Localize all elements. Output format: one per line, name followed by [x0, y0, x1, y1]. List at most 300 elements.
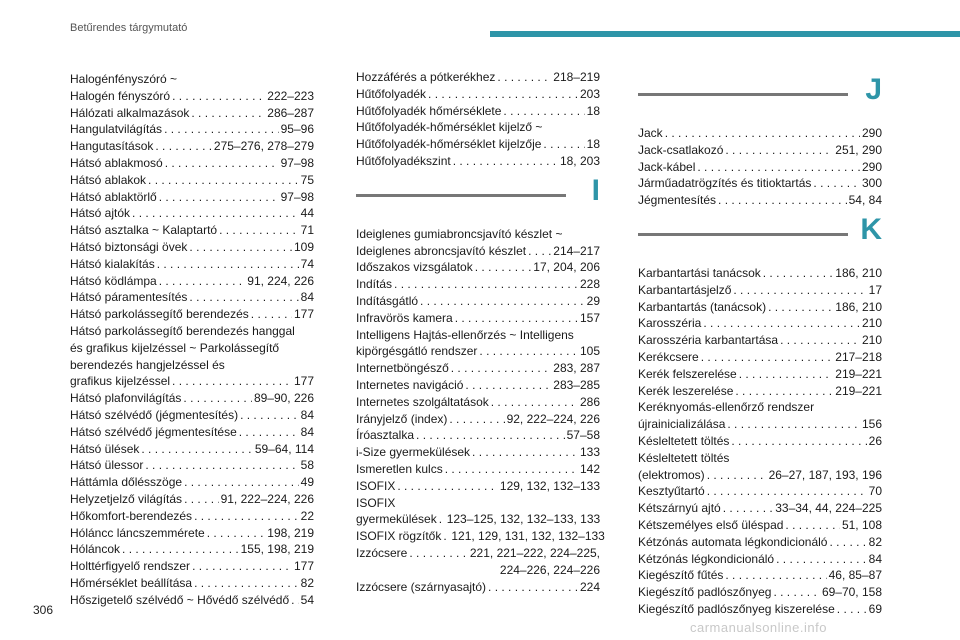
dot-leader: [475, 259, 532, 276]
page-reference: 84: [300, 424, 314, 439]
index-term: Kiegészítő padlószőnyeg kiszerelése: [638, 601, 835, 616]
index-entry-line: [638, 534, 882, 551]
index-term-line: ISOFIX: [356, 495, 396, 510]
index-term-line: Hűtőfolyadék-hőmérséklet kijelző ~: [356, 120, 543, 135]
page-reference: 97–98: [280, 155, 314, 170]
index-term: Hűtőfolyadék: [356, 86, 427, 101]
index-term: ISOFIX: [356, 478, 396, 493]
index-entry-line: [356, 310, 600, 327]
dot-leader: [148, 172, 299, 189]
index-entry-line: [356, 276, 600, 293]
dot-leader: [420, 293, 585, 310]
index-entry-line: [638, 483, 882, 500]
page-reference: 210: [861, 316, 882, 331]
dot-leader: [707, 483, 867, 500]
index-entry: [70, 222, 314, 239]
index-term: Hóláncc láncszemmérete: [70, 525, 205, 540]
page-reference: 198, 219: [267, 525, 314, 540]
index-term: Hátsó asztalka ~ Kalaptartó: [70, 223, 218, 238]
dot-leader: [291, 592, 299, 609]
index-term-line: Keréknyomás-ellenőrző rendszer: [638, 400, 815, 415]
index-entry: [638, 517, 882, 534]
index-entry: [70, 155, 314, 172]
index-entry-line: [356, 243, 600, 260]
index-term: Indítás: [356, 277, 393, 292]
page-reference: 29: [586, 293, 600, 308]
index-entry-line: [356, 545, 600, 562]
index-entry-line: [70, 525, 314, 542]
index-entry: [70, 306, 314, 323]
page-reference: 91, 224, 226: [247, 273, 314, 288]
dot-leader: [453, 153, 558, 170]
index-term-line: Halogénfényszóró ~: [70, 72, 178, 86]
page-reference: 133: [579, 445, 600, 460]
page-reference: 17: [868, 282, 882, 297]
index-term: Indításgátló: [356, 293, 419, 308]
dot-leader: [189, 239, 292, 256]
dot-leader: [763, 265, 834, 282]
page-reference: 123–125, 132, 132–133, 133: [446, 512, 601, 527]
index-entry-line: [70, 457, 314, 474]
index-entry: [638, 125, 882, 142]
index-entry: [356, 310, 600, 327]
section-letter: J: [865, 73, 882, 106]
page-reference: 69: [868, 601, 882, 616]
index-entry: [356, 119, 600, 153]
index-entry: [70, 424, 314, 441]
dot-leader: [251, 306, 292, 323]
page-number: 306: [33, 603, 54, 617]
page-reference: 219–221: [835, 366, 882, 381]
index-entry: [356, 411, 600, 428]
index-entry-line: [638, 332, 882, 349]
index-term: Karbantartásjelző: [638, 282, 732, 297]
index-entry-line: [638, 366, 882, 383]
page-reference: 18, 203: [559, 153, 600, 168]
dot-leader: [159, 273, 246, 290]
dot-leader: [394, 276, 578, 293]
index-entry: [356, 259, 600, 276]
dot-leader: [733, 282, 866, 299]
index-term: Kétszárnyú ajtó: [638, 501, 721, 516]
index-entry-line: [356, 411, 600, 428]
index-entry: [70, 457, 314, 474]
page-reference: 105: [579, 344, 600, 359]
index-entry-line: [356, 427, 600, 444]
page-reference: 121, 129, 131, 132, 132–133: [451, 529, 605, 544]
dot-leader: [727, 416, 860, 433]
index-entry: [70, 491, 314, 508]
index-entry: [638, 349, 882, 366]
index-entry-line: [70, 205, 314, 222]
index-term: Hátsó ülessor: [70, 458, 144, 473]
page-reference: 69–70, 158: [821, 585, 882, 600]
index-entry-line: [70, 474, 314, 491]
page-reference: 91, 222–224, 226: [220, 491, 314, 506]
index-entry-line: [70, 155, 314, 172]
index-entry: [638, 159, 882, 176]
index-entry: [356, 461, 600, 478]
index-entry-line: [638, 175, 882, 192]
dot-leader: [829, 534, 866, 551]
index-entry-line: [356, 69, 600, 86]
index-entry: [638, 175, 882, 192]
index-entry-line: [638, 416, 882, 433]
index-entry: [356, 69, 600, 86]
index-term: Jack-csatlakozó: [638, 142, 724, 157]
index-entry-line: [70, 558, 314, 575]
index-entry-line: [356, 528, 605, 545]
index-entry: [70, 525, 314, 542]
page-reference: 70: [868, 484, 882, 499]
index-column-3: [638, 69, 882, 618]
index-entry: [70, 71, 314, 105]
dot-leader: [207, 525, 266, 542]
index-entry: [638, 383, 882, 400]
index-entry: [638, 192, 882, 209]
index-entry: [638, 534, 882, 551]
index-term: Halogén fényszóró: [70, 88, 171, 103]
index-term: Hőmérséklet beállítása: [70, 575, 193, 590]
index-term: Hőkomfort-berendezés: [70, 508, 193, 523]
index-entry: [638, 299, 882, 316]
index-entry-line: [356, 343, 600, 360]
index-entry: [638, 483, 882, 500]
page-reference: 142: [579, 461, 600, 476]
dot-leader: [813, 175, 860, 192]
index-term: Hátsó parkolássegítő berendezés: [70, 307, 249, 322]
page-reference: 109: [293, 239, 314, 254]
page-reference: 290: [861, 159, 882, 174]
page-reference-continued: 224–226, 224–226: [499, 562, 600, 577]
index-term: Jack: [638, 126, 663, 140]
index-term: Hűtőfolyadékszint: [356, 153, 451, 168]
index-term: Hátsó ajtók: [70, 206, 131, 221]
index-term: Kesztyűtartó: [638, 484, 705, 499]
index-term: Hátsó biztonsági övek: [70, 239, 188, 254]
dot-leader: [701, 349, 834, 366]
page-reference: 95–96: [280, 122, 314, 137]
index-term: Ismeretlen kulcs: [356, 461, 443, 476]
index-entry: [638, 399, 882, 433]
index-entry-line: [356, 103, 600, 120]
dot-leader: [718, 192, 847, 209]
dot-leader: [739, 366, 834, 383]
index-term: gyermekülések: [356, 512, 437, 527]
index-entry-line: [638, 567, 882, 584]
dot-leader: [528, 243, 551, 260]
index-term: Hangulatvilágítás: [70, 122, 163, 137]
dot-leader: [443, 528, 449, 545]
index-column-2: [356, 69, 605, 595]
index-entry: [356, 444, 600, 461]
index-entry-line: [70, 306, 314, 323]
dot-leader: [703, 315, 860, 332]
index-term: Hátsó ablakmosó: [70, 155, 163, 170]
index-entry: [638, 433, 882, 450]
page-reference: 74: [300, 256, 314, 271]
index-term: Járműadatrögzítés és titioktartás: [638, 176, 812, 191]
page-reference: 286–287: [267, 105, 314, 120]
dot-leader: [122, 541, 239, 558]
index-term: Karosszéria: [638, 316, 702, 331]
page-reference: 59–64, 114: [254, 441, 314, 456]
section-letter: I: [591, 173, 600, 207]
page-reference: 54, 84: [848, 193, 882, 208]
index-entry: [356, 103, 600, 120]
index-column-1: [70, 71, 314, 609]
index-term: i-Size gyermekülések: [356, 445, 471, 460]
index-entry: [356, 86, 600, 103]
index-entry-line: [70, 390, 314, 407]
index-entry-line: [70, 239, 314, 256]
index-term: Kétzónás légkondicionáló: [638, 551, 775, 566]
index-term: ISOFIX rögzítők: [356, 529, 442, 544]
index-term-line: Ideiglenes gumiabroncsjavító készlet ~: [356, 226, 563, 241]
index-entry-line: [70, 407, 314, 424]
index-entry-line: [70, 256, 314, 273]
index-term: Internetböngésző: [356, 361, 449, 376]
index-term: Karbantartási tanácsok: [638, 265, 761, 280]
index-term: Internetes navigáció: [356, 377, 464, 392]
index-entry-line: [638, 433, 882, 450]
dot-leader: [184, 491, 219, 508]
page-reference: 219–221: [835, 383, 882, 398]
index-entry-line: [70, 222, 314, 239]
page-reference: 290: [861, 126, 882, 140]
dot-leader: [455, 310, 578, 327]
page-reference: 18: [586, 103, 600, 118]
dot-leader: [491, 394, 578, 411]
index-entry: [638, 601, 882, 618]
dot-leader: [465, 377, 551, 394]
index-entry: [356, 528, 605, 545]
index-entry-line: [638, 315, 882, 332]
dot-leader: [723, 500, 774, 517]
dot-leader: [164, 121, 279, 138]
dot-leader: [155, 138, 212, 155]
page-reference: 228: [579, 277, 600, 292]
index-entry: [638, 142, 882, 159]
index-term: újrainicializálása: [638, 417, 726, 432]
index-entry-line: [70, 491, 314, 508]
index-term: Késleltetett töltés: [638, 433, 730, 448]
index-entry: [638, 450, 882, 484]
page-reference: 129, 132, 132–133: [499, 478, 600, 493]
index-term: Háttámla dőlésszöge: [70, 475, 183, 490]
page-reference: 300: [861, 176, 882, 191]
page-reference: 214–217: [553, 243, 600, 258]
index-term: Hűtőfolyadék-hőmérséklet kijelzője: [356, 137, 542, 152]
running-header-title: Betűrendes tárgymutató: [70, 22, 188, 34]
index-term: Hóláncok: [70, 542, 121, 557]
index-entry-line: [638, 142, 882, 159]
page-reference: 46, 85–87: [828, 568, 882, 583]
dot-leader: [725, 142, 833, 159]
page-reference: 221, 221–222, 224–225,: [469, 545, 600, 560]
section-letter: K: [860, 212, 882, 246]
index-entry: [638, 567, 882, 584]
index-entry: [70, 407, 314, 424]
dot-leader: [773, 584, 820, 601]
index-entry-line: [638, 299, 882, 316]
dot-leader: [785, 517, 840, 534]
index-term: Kiegészítő padlószőnyeg: [638, 585, 772, 600]
page-reference: 275–276, 278–279: [213, 139, 314, 154]
index-entry: [356, 478, 600, 495]
page-reference: 186, 210: [835, 299, 882, 314]
index-term: Hőszigetelő szélvédő ~ Hővédő szélvédő: [70, 592, 290, 607]
page-reference: 44: [300, 206, 314, 221]
index-entry: [638, 584, 882, 601]
dot-leader: [239, 424, 299, 441]
index-entry: [638, 551, 882, 568]
index-entry-line: [356, 511, 600, 528]
header-accent-bar: [490, 31, 960, 37]
dot-leader: [397, 478, 498, 495]
dot-leader: [503, 103, 584, 120]
dot-leader: [768, 299, 833, 316]
page-reference: 97–98: [280, 189, 314, 204]
page-reference: 210: [861, 333, 882, 348]
index-term: Holttérfigyelő rendszer: [70, 559, 191, 574]
dot-leader: [194, 508, 299, 525]
dot-leader: [132, 205, 299, 222]
dot-leader: [479, 343, 578, 360]
page-reference: 286: [579, 394, 600, 409]
index-entry-line: [356, 461, 600, 478]
index-term: Infravörös kamera: [356, 310, 453, 325]
index-term: Irányjelző (index): [356, 411, 448, 426]
section-rule: [356, 194, 566, 197]
index-entry: [356, 579, 600, 596]
dot-leader: [240, 407, 299, 424]
dot-leader: [780, 332, 860, 349]
index-entry-line: [356, 394, 600, 411]
index-term: Hátsó plafonvilágítás: [70, 391, 182, 406]
dot-leader: [543, 136, 584, 153]
dot-leader: [472, 444, 578, 461]
page-reference: 84: [300, 407, 314, 422]
index-entry: [70, 273, 314, 290]
index-entry: [70, 256, 314, 273]
dot-leader: [219, 222, 299, 239]
dot-leader: [776, 551, 867, 568]
index-entry: [356, 545, 600, 579]
page-reference: 33–34, 44, 224–225: [775, 501, 882, 516]
index-entry-line: [638, 125, 882, 142]
page-reference: 177: [293, 374, 314, 389]
index-term-line: berendezés hangjelzéssel és: [70, 357, 225, 372]
index-term-line: Intelligens Hajtás-ellenőrzés ~ Intelligens: [356, 327, 574, 342]
dot-leader: [184, 474, 299, 491]
index-term: kipörgésgátló rendszer: [356, 344, 478, 359]
index-term: Hátsó ablakok: [70, 172, 147, 187]
page-reference: 49: [300, 475, 314, 490]
page-reference: 84: [300, 290, 314, 305]
section-header: [638, 69, 882, 125]
page-reference: 82: [868, 534, 882, 549]
index-entry-line: [70, 424, 314, 441]
page-reference: 54: [300, 592, 314, 607]
index-term: Helyzetjelző világítás: [70, 491, 183, 506]
index-entry: [638, 366, 882, 383]
index-term: Kétzónás automata légkondicionáló: [638, 534, 828, 549]
index-entry: [70, 239, 314, 256]
dot-leader: [488, 579, 578, 596]
index-term: Hátsó ablaktörlő: [70, 189, 157, 204]
index-entry-line: [638, 517, 882, 534]
page-reference: 155, 198, 219: [240, 542, 314, 557]
page-reference: 224: [579, 579, 600, 594]
index-entry: [70, 121, 314, 138]
index-entry-line: [70, 172, 314, 189]
index-term: Hátsó szélvédő (jégmentesítés): [70, 407, 239, 422]
page-reference: 58: [300, 458, 314, 473]
page-reference: 92, 222–224, 226: [506, 411, 600, 426]
page-reference: 218–219: [553, 70, 600, 84]
index-entry-line: [638, 551, 882, 568]
section-rule: [638, 93, 848, 96]
dot-leader: [445, 461, 578, 478]
index-entry: [70, 289, 314, 306]
index-entry-line: [638, 265, 882, 282]
page-reference: 18: [586, 137, 600, 152]
index-entry: [638, 500, 882, 517]
index-entry: [356, 427, 600, 444]
index-entry: [70, 575, 314, 592]
index-entry: [70, 189, 314, 206]
dot-leader: [159, 189, 279, 206]
index-entry: [638, 265, 882, 282]
index-entry-line: [356, 360, 600, 377]
dot-leader: [165, 155, 279, 172]
index-entry-line: [356, 86, 600, 103]
index-term: Kétszemélyes első üléspad: [638, 517, 784, 532]
page-reference: 222–223: [267, 88, 314, 103]
index-entry-line: [70, 592, 314, 609]
dot-leader: [172, 88, 265, 105]
index-entry: [356, 394, 600, 411]
index-term: Hátsó páramentesítés: [70, 290, 188, 305]
index-term: Karosszéria karbantartása: [638, 333, 779, 348]
index-entry-line: [70, 273, 314, 290]
section-header: [356, 170, 600, 226]
index-entry-line: [356, 293, 600, 310]
dot-leader: [194, 575, 299, 592]
index-entry: [70, 390, 314, 407]
dot-leader: [157, 256, 299, 273]
index-term: Hátsó ülések: [70, 441, 140, 456]
index-entry-line: [356, 579, 600, 596]
index-term-line: Hátsó parkolássegítő berendezés hanggal: [70, 323, 295, 338]
page-reference: 177: [293, 559, 314, 574]
index-term: Ideiglenes abroncsjavító készlet: [356, 243, 527, 258]
index-entry: [356, 360, 600, 377]
dot-leader: [191, 105, 265, 122]
index-entry-line: [638, 467, 882, 484]
dot-leader: [725, 567, 826, 584]
index-term: Izzócsere: [356, 545, 408, 560]
dot-leader: [428, 86, 578, 103]
index-term: Hűtőfolyadék hőmérséklete: [356, 103, 502, 118]
index-entry-line: [70, 508, 314, 525]
index-term: Karbantartás (tanácsok): [638, 299, 767, 314]
index-term: Internetes szolgáltatások: [356, 394, 489, 409]
index-entry: [638, 315, 882, 332]
index-entry-line: [70, 88, 314, 105]
dot-leader: [731, 433, 866, 450]
